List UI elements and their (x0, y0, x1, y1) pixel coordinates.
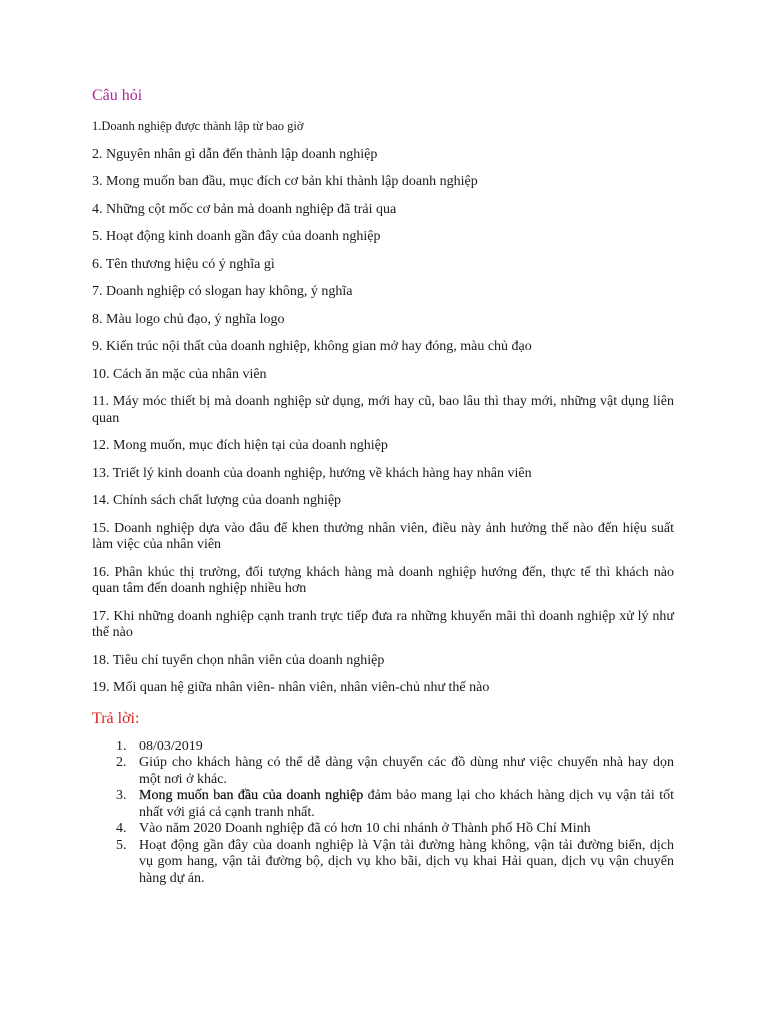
answer-item (92, 838, 674, 888)
answer-text: Vào năm 2020 Doanh nghiệp đã có hơn 10 chi nhánh ở Thành phố Hồ Chí Minh (139, 821, 591, 836)
answer-item (92, 821, 674, 838)
answer-item (92, 739, 674, 756)
answer-text: đảm bảo mang lại cho khách hàng dịch vụ vận tải tốt nhất với giá cả cạnh tranh nhất. (139, 788, 675, 820)
question-item: 8. Màu logo chủ đạo, ý nghĩa logo (92, 311, 285, 327)
question-item: 19. Mối quan hệ giữa nhân viên- nhân viên, nhân viên-chủ như thế nào (92, 680, 490, 695)
question-item: 15. Doanh nghiệp dựa vào đâu để khen thưởng nhân viên, điều này ảnh hưởng thế nào đến hiệu suất làm việc của nhân viên (92, 520, 674, 552)
answer-text: Hoạt động gần đây của doanh nghiệp là Vận tải đường hàng không, vận tải đường biển, dịch vụ gom hang, vận tải đường bộ, dịch vụ kho bãi, dịch vụ khai Hải quan, dịch vụ vận chuyển hàng dự án. (139, 837, 674, 886)
answer-number: 1. (116, 738, 127, 754)
answer-number: 5. (116, 837, 127, 853)
question-item: 1.Doanh nghiệp được thành lập từ bao giờ (92, 119, 304, 133)
answer-lead-text: Mong muốn ban đầu của doanh nghiệp (139, 788, 364, 803)
question-item: 2. Nguyên nhân gì dẫn đến thành lập doanh nghiệp (92, 146, 378, 162)
question-item: 10. Cách ăn mặc của nhân viên (92, 366, 267, 382)
question-item: 5. Hoạt động kinh doanh gần đây của doanh nghiệp (92, 229, 381, 244)
question-item: 18. Tiêu chí tuyển chọn nhân viên của doanh nghiệp (92, 652, 385, 668)
question-item: 14. Chính sách chất lượng của doanh nghiệp (92, 493, 342, 508)
question-item: 6. Tên thương hiệu có ý nghĩa gì (92, 256, 275, 272)
answer-text: Giúp cho khách hàng có thể dễ dàng vận chuyển các đồ dùng như việc chuyển nhà hay dọn một nơi ở khác. (139, 755, 674, 787)
question-item: 7. Doanh nghiệp có slogan hay không, ý nghĩa (92, 284, 353, 299)
answer-text: 08/03/2019 (139, 738, 203, 754)
question-item: 12. Mong muốn, mục đích hiện tại của doanh nghiệp (92, 438, 388, 453)
question-item: 16. Phân khúc thị trường, đối tượng khách hàng mà doanh nghiệp hướng đến, thực tế thì khách nào quan tâm đến doanh nghiệp nhiều hơn (92, 564, 674, 596)
questions-list (92, 118, 674, 697)
answer-number: 4. (116, 821, 127, 836)
question-item: 11. Máy móc thiết bị mà doanh nghiệp sử dụng, mới hay cũ, bao lâu thì thay mới, những vật dụng liên quan (92, 394, 674, 426)
question-item: 4. Những cột mốc cơ bản mà doanh nghiệp đã trải qua (92, 201, 397, 217)
question-item: 3. Mong muốn ban đầu, mục đích cơ bản khi thành lập doanh nghiệp (92, 174, 478, 189)
answer-number: 3. (116, 788, 127, 803)
document-page (92, 86, 674, 887)
question-item: 17. Khi những doanh nghiệp cạnh tranh trực tiếp đưa ra những khuyến mãi thì doanh nghiệp xử lý như thế nào (92, 608, 674, 640)
questions-heading: Câu hỏi (92, 87, 143, 104)
answer-item (92, 755, 674, 788)
question-item: 13. Triết lý kinh doanh của doanh nghiệp, hướng về khách hàng hay nhân viên (92, 465, 532, 481)
answers-list (92, 739, 674, 888)
question-item: 9. Kiến trúc nội thất của doanh nghiệp, không gian mở hay đóng, màu chủ đạo (92, 339, 532, 354)
answer-item (92, 788, 674, 821)
answer-number: 2. (116, 755, 127, 770)
answers-heading: Trả lời: (92, 709, 140, 727)
